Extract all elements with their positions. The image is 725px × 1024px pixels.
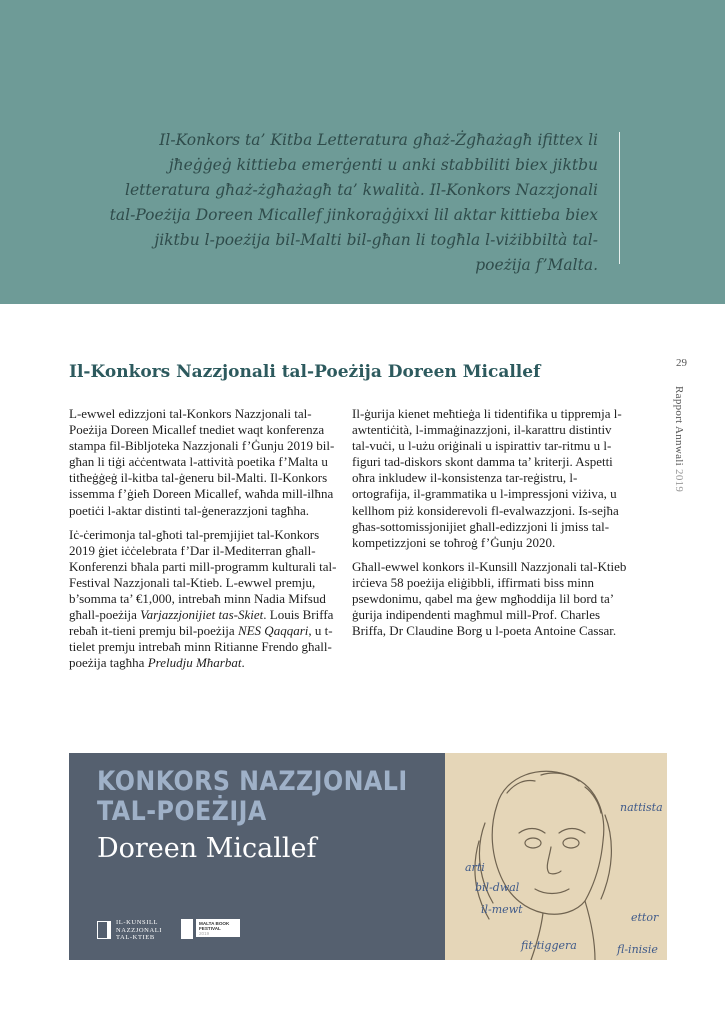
poem-title: NES Qaqqari: [237, 623, 309, 639]
text-run: .: [241, 655, 245, 671]
report-year: 2019: [673, 469, 685, 493]
sketch-handwriting: arti: [465, 861, 485, 874]
sketch-handwriting: fit-tiggera: [521, 939, 577, 952]
paragraph: L-ewwel edizzjoni tal-Konkors Nazzjonali tal-Poeżija Doreen Micallef tnediet waqt konferenza stampa fil-Bibljoteka Nazzjonali f’Ġunju 2019 bil-għan li tiġi aċċentwata l-attività poetika f’Malta u titħeġġeġ il-kitba tal-ġeneru bil-Malti. Il-Konkors issemma f’ġieħ Doreen Micallef, waħda mill-ilħna poetiċi l-aktar distinti tal-ġenerazzjoni tagħha.: [69, 406, 335, 518]
page-number: 29: [676, 357, 687, 369]
logo-text: MALTA BOOK: [199, 921, 230, 926]
logo-text: NAZZJONALI: [116, 926, 163, 934]
logo-text: 2019: [199, 931, 210, 936]
paragraph: [69, 527, 341, 672]
banner-title-line2: TAL-POEŻIJA: [97, 796, 267, 827]
report-side-label: [673, 386, 685, 492]
portrait-sketch-drawing: [445, 753, 667, 960]
paragraph: Għall-ewwel konkors il-Kunsill Nazzjonali tal-Ktieb irċieva 58 poeżija eliġibbli, iffirmati biss minn psewdonimu, qabel ma ġew mgħoddija lil bord ta’ ġurija indipendenti magħmul mill-Prof. Charles Briffa, Dr Claudine Borg u l-poeta Antoine Cassar.: [352, 558, 627, 639]
sketch-handwriting: ettor: [631, 911, 659, 924]
hero-divider: [619, 132, 620, 264]
contest-banner: [69, 753, 667, 960]
article-column-right: [352, 406, 627, 647]
book-icon: [97, 921, 111, 939]
paragraph: Il-ġurija kienet meħtieġa li tidentifika u tippremja l-awtentiċità, l-immaġinazzjoni, il-karattru distintiv tal-vuċi, u l-użu oriġinali u ispirattiv tar-ritmu u l-figuri tad-diskors skont damma ta’ kriterji. Aspetti oħra inkludew il-konsistenza tar-reġistru, l-ortografija, il-grammatika u l-impressjoni viżiva, u kellhom piż konsiderevoli fl-evalwazzjoni. Is-sejħa għas-sottomissjonijiet għall-edizzjoni li jmiss tal-kompetizzjoni se toħroġ f’Ġunju 2020.: [352, 406, 622, 550]
book-icon: [181, 919, 193, 939]
sketch-handwriting: nattista: [620, 801, 663, 814]
logo-text: TAL-KTIEB: [116, 934, 155, 941]
banner-title-line1: KONKORS NAZZJONALI: [97, 766, 408, 797]
logo-text: FESTIVAL: [199, 926, 221, 931]
text-run: , u t-tielet premju intrebaħ minn Ritianne Frendo għall-poeżija tagħha: [69, 623, 333, 671]
malta-book-festival-logo: [181, 919, 240, 939]
text-run: Iċ-ċerimonja tal-għoti tal-premjijiet tal-Konkors 2019 ġiet iċċelebrata f’Dar il-Mediterran għall-Konferenzi bħala parti mill-programm kulturali tal-Festival Nazzjonali tal-Ktieb. L-ewwel premju, b’somma ta’ €1,000, intrebaħ minn Nadia Mifsud għall-poeżija: [69, 526, 337, 623]
section-title: Il-Konkors Nazzjonali tal-Poeżija Doreen Micallef: [69, 362, 541, 382]
poem-title: Preludju Mħarbat: [147, 655, 242, 671]
hero-banner: [0, 0, 725, 304]
sketch-handwriting: bil-dwal: [475, 881, 520, 894]
banner-title-line3: Doreen Micallef: [97, 833, 317, 864]
hero-quote: Il-Konkors ta’ Kitba Letteratura għaż-Żgħażagħ ifittex li jħeġġeġ kittieba emerġenti u anki stabbiliti biex jiktbu letteratura għaż-żgħażagħ ta’ kwalità. Il-Konkors Nazzjonali tal-Poeżija Doreen Micallef jinkoraġġixxi lil aktar kittieba biex jiktbu l-poeżija bil-Malti bil-għan li togħla l-viżibbiltà tal-poeżija f’Malta.: [109, 131, 598, 274]
text-run: . Louis Briffa rebaħ it-tieni premju bil-poeżija: [69, 607, 334, 639]
sketch-handwriting: il-mewt: [481, 903, 523, 916]
sketch-handwriting: fl-inisie: [617, 943, 658, 956]
national-book-council-logo: [97, 919, 162, 942]
logo-text: IL-KUNSILL: [116, 919, 159, 926]
report-label: Rapport Annwali: [673, 386, 685, 466]
article-column-left: [69, 406, 341, 680]
poem-title: Varjazzjonijiet tas-Skiet: [140, 607, 264, 623]
portrait-sketch: [445, 753, 667, 960]
